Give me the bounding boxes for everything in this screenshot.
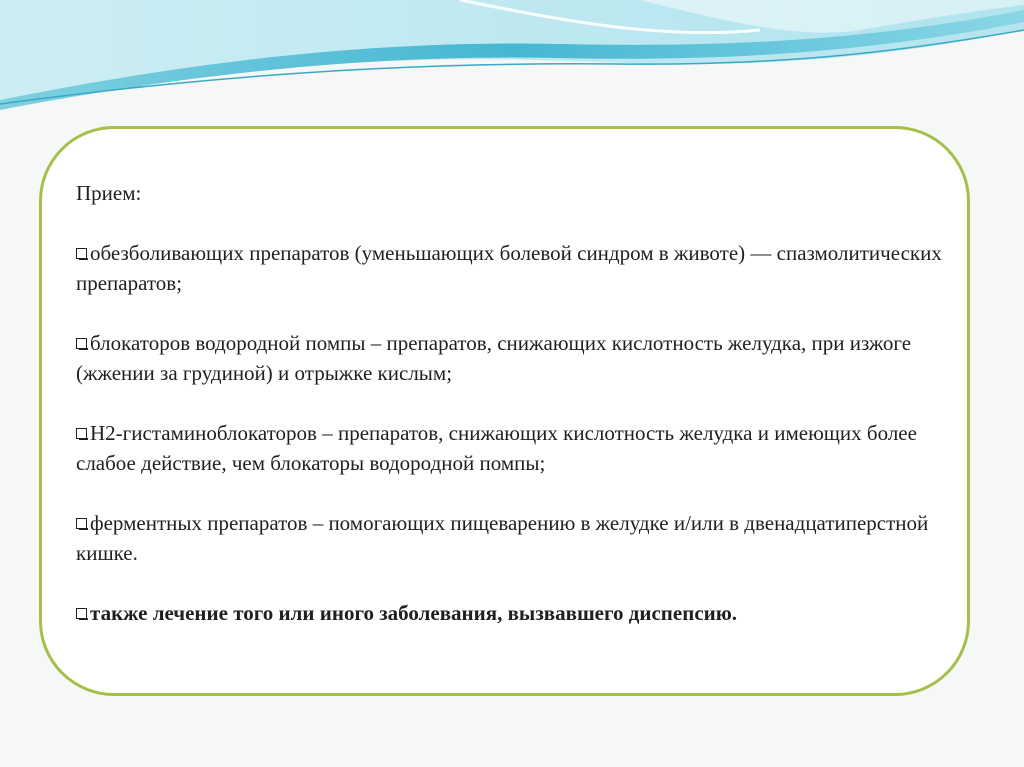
square-checkbox-bullet-icon: [76, 428, 87, 439]
list-item-text: блокаторов водородной помпы – препаратов, снижающих кислотность желудка, при изжоге (жжении за грудиной) и отрыжке кислым;: [76, 331, 912, 385]
list-item: [76, 508, 956, 568]
heading: Прием:: [76, 181, 142, 205]
list-item: [76, 328, 956, 388]
list-item: [76, 598, 956, 628]
list-item: [76, 238, 956, 298]
square-checkbox-bullet-icon: [76, 608, 87, 619]
decorative-wave-header: [0, 0, 1024, 130]
square-checkbox-bullet-icon: [76, 248, 87, 259]
square-checkbox-bullet-icon: [76, 338, 87, 349]
square-checkbox-bullet-icon: [76, 518, 87, 529]
list-item-text: Н2-гистаминоблокаторов – препаратов, снижающих кислотность желудка и имеющих более слабое действие, чем блокаторы водородной помпы;: [76, 421, 917, 475]
list-item: [76, 418, 956, 478]
list-item-text: ферментных препаратов – помогающих пищеварению в желудке и/или в двенадцатиперстной кишке.: [76, 511, 929, 565]
text-block: [76, 178, 956, 628]
list-item-text: обезболивающих препаратов (уменьшающих болевой синдром в животе) — спазмолитических препаратов;: [76, 241, 942, 295]
list-item-text: также лечение того или иного заболевания, вызвавшего диспепсию.: [90, 601, 738, 625]
